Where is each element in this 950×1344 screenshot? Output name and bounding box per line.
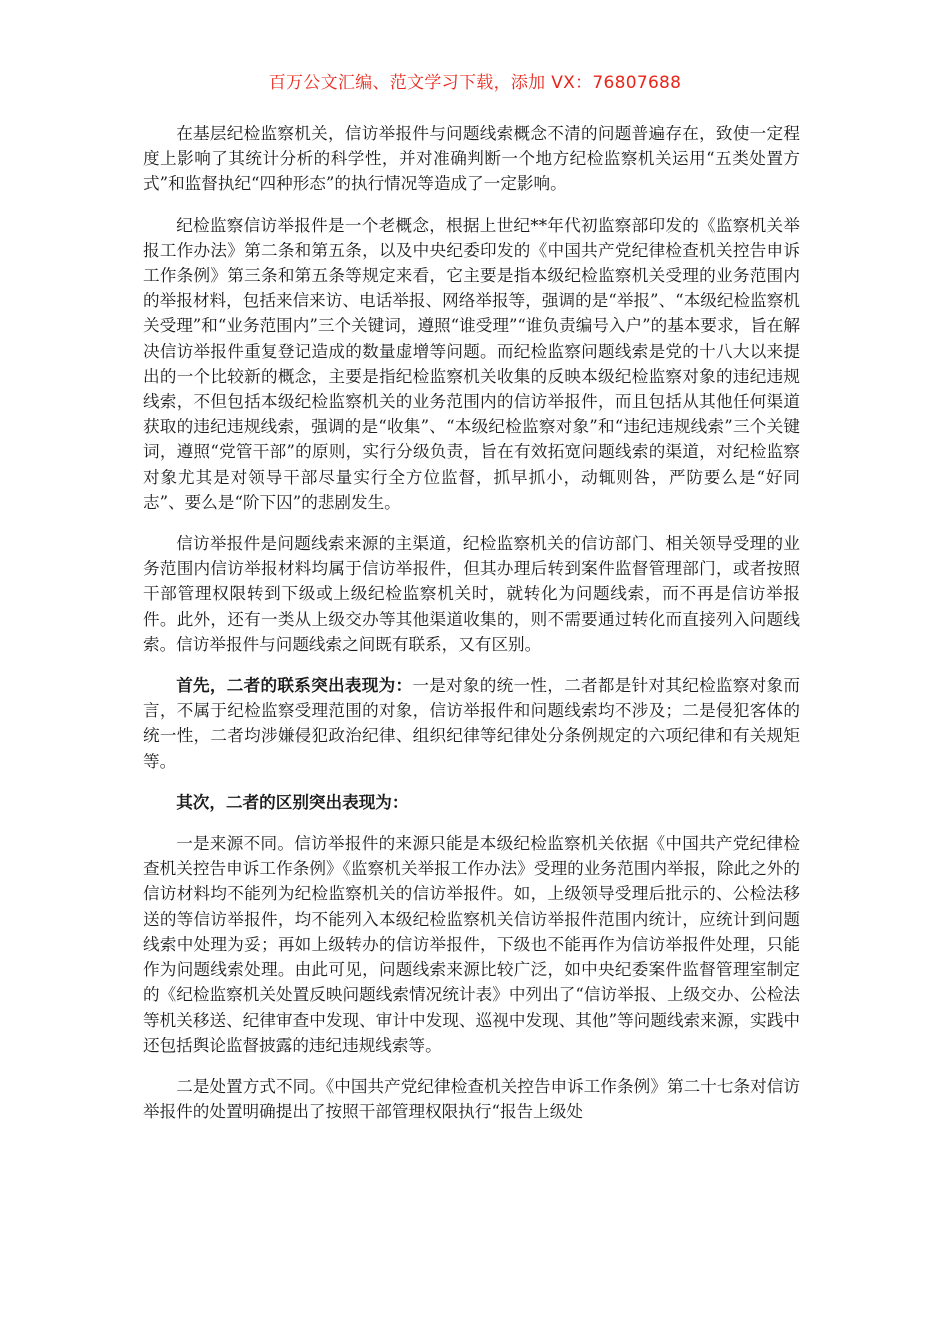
paragraph-1	[143, 121, 800, 197]
paragraph-text: 二是处置方式不同。《中国共产党纪律检查机关控告申诉工作条例》第二十七条对信访举报件的处置明确提出了按照干部管理权限执行“报告上级处	[143, 1076, 800, 1122]
paragraph-4	[143, 673, 800, 774]
paragraph-text: 纪检监察信访举报件是一个老概念，根据上世纪**年代初监察部印发的《监察机关举报工作办法》第二条和第五条，以及中央纪委印发的《中国共产党纪律检查机关控告申诉工作条例》第三条和第五条等规定来看，它主要是指本级纪检监察机关受理的业务范围内的举报材料，包括来信来访、电话举报、网络举报等，强调的是“举报”、“本级纪检监察机关受理”和“业务范围内”三个关键词，遵照“谁受理”“谁负责编号入户”的基本要求，旨在解决信访举报件重复登记造成的数量虚增等问题。而纪检监察问题线索是党的十八大以来提出的一个比较新的概念，主要是指纪检监察机关收集的反映本级纪检监察对象的违纪违规线索，不但包括本级纪检监察机关的业务范围内的信访举报件，而且包括从其他任何渠道获取的违纪违规线索，强调的是“收集”、“本级纪检监察对象”和“违纪违规线索”三个关键词，遵照“党管干部”的原则，实行分级负责，旨在有效拓宽问题线索的渠道，对纪检监察对象尤其是对领导干部尽量实行全方位监督，抓早抓小，动辄则咎，严防要么是“好同志”、要么是“阶下囚”的悲剧发生。	[143, 215, 800, 512]
paragraph-lead: 其次，二者的区别突出表现为：	[176, 791, 409, 812]
paragraph-lead: 首先，二者的联系突出表现为：	[176, 675, 413, 696]
paragraph-5	[143, 790, 800, 815]
paragraph-text: 一是来源不同。信访举报件的来源只能是本级纪检监察机关依据《中国共产党纪律检查机关控告申诉工作条例》《监察机关举报工作办法》受理的业务范围内举报，除此之外的信访材料均不能列为纪检监察机关的信访举报件。如，上级领导受理后批示的、公检法移送的等信访举报件，均不能列入本级纪检监察机关信访举报件范围内统计，应统计到问题线索中处理为妥；再如上级转办的信访举报件，下级也不能再作为信访举报件处理，只能作为问题线索处理。由此可见，问题线索来源比较广泛，如中央纪委案件监督管理室制定的《纪检监察机关处置反映问题线索情况统计表》中列出了“信访举报、上级交办、公检法等机关移送、纪律审查中发现、审计中发现、巡视中发现、其他”等问题线索来源，实践中还包括舆论监督披露的违纪违规线索等。	[143, 834, 800, 1055]
watermark-header: 百万公文汇编、范文学习下载，添加 VX：76807688	[268, 73, 682, 93]
paragraph-7	[143, 1074, 800, 1124]
paragraph-text: 信访举报件是问题线索来源的主渠道，纪检监察机关的信访部门、相关领导受理的业务范围内信访举报材料均属于信访举报件，但其办理后转到案件监督管理部门，或者按照干部管理权限转到下级或上级纪检监察机关时，就转化为问题线索，而不再是信访举报件。此外，还有一类从上级交办等其他渠道收集的，则不需要通过转化而直接列入问题线索。信访举报件与问题线索之间既有联系，又有区别。	[143, 534, 800, 654]
paragraph-text: 一是对象的统一性，二者都是针对其纪检监察对象而言，不属于纪检监察受理范围的对象，信访举报件和问题线索均不涉及；二是侵犯客体的统一性，二者均涉嫌侵犯政治纪律、组织纪律等纪律处分条例规定的六项纪律和有关规矩等。	[143, 676, 800, 771]
paragraph-text: 在基层纪检监察机关，信访举报件与问题线索概念不清的问题普遍存在，致使一定程度上影响了其统计分析的科学性，并对准确判断一个地方纪检监察机关运用“五类处置方式”和监督执纪“四种形态”的执行情况等造成了一定影响。	[143, 124, 800, 194]
paragraph-3	[143, 531, 800, 657]
paragraph-6	[143, 831, 800, 1058]
paragraph-2	[143, 213, 800, 515]
document-body	[143, 121, 800, 1140]
